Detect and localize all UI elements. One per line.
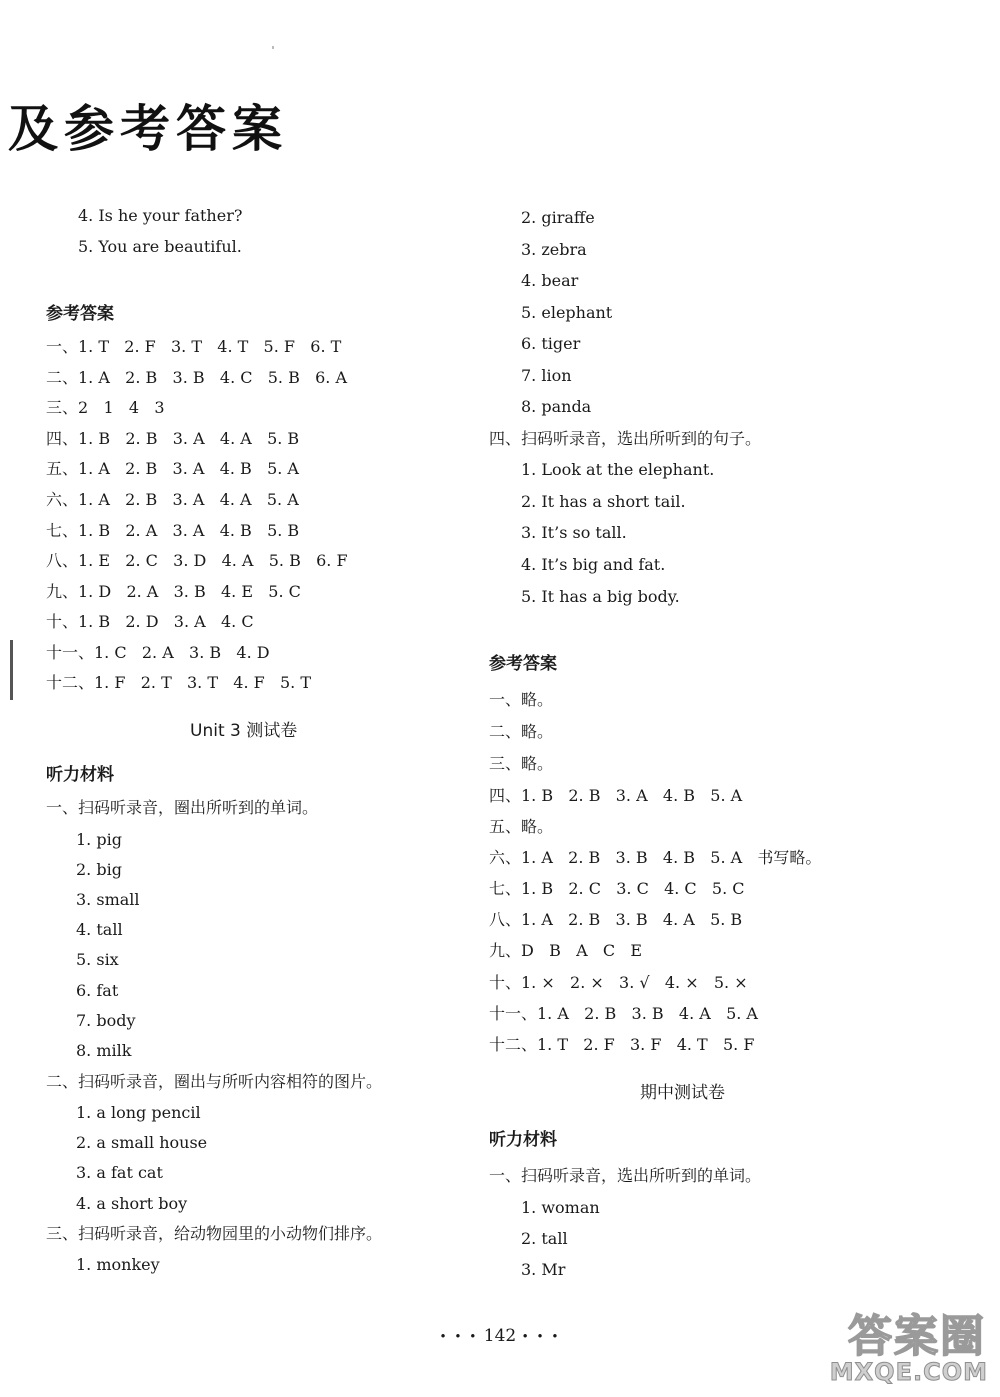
- text-line: 3. Mr: [521, 1260, 566, 1279]
- text-line: 十一、1. A 2. B 3. B 4. A 5. A: [489, 1004, 758, 1023]
- text-line: 1. pig: [76, 830, 122, 849]
- text-line: 二、略。: [489, 722, 554, 741]
- text-line: 4. Is he your father?: [78, 206, 243, 225]
- text-line: 十、1. × 2. × 3. √ 4. × 5. ×: [489, 973, 748, 992]
- text-line: 5. You are beautiful.: [78, 237, 242, 256]
- page-title: 及参考答案: [8, 100, 288, 158]
- binding-mark: [10, 640, 13, 700]
- text-line: 2. It has a short tail.: [521, 492, 686, 511]
- section-heading: 听力材料: [489, 1130, 557, 1150]
- text-line: 四、1. B 2. B 3. A 4. A 5. B: [46, 429, 300, 448]
- section-heading: 参考答案: [489, 654, 557, 674]
- text-line: 3. It’s so tall.: [521, 523, 627, 542]
- text-line: 4. tall: [76, 920, 123, 939]
- text-line: 6. tiger: [521, 334, 581, 353]
- text-line: 四、1. B 2. B 3. A 4. B 5. A: [489, 786, 743, 805]
- text-line: 2. tall: [521, 1229, 568, 1248]
- text-line: 8. milk: [76, 1041, 132, 1060]
- test-title: 期中测试卷: [640, 1083, 725, 1103]
- section-heading: 听力材料: [46, 765, 114, 785]
- dots-left-icon: • • •: [439, 1329, 479, 1344]
- text-line: 五、1. A 2. B 3. A 4. B 5. A: [46, 459, 299, 478]
- text-line: 八、1. E 2. C 3. D 4. A 5. B 6. F: [46, 551, 348, 570]
- text-line: 三、略。: [489, 754, 554, 773]
- text-line: 九、1. D 2. A 3. B 4. E 5. C: [46, 582, 301, 601]
- text-line: 4. a short boy: [76, 1194, 188, 1213]
- text-line: 九、D B A C E: [489, 941, 643, 960]
- text-line: 1. woman: [521, 1198, 600, 1217]
- text-line: 二、扫码听录音，圈出与所听内容相符的图片。: [46, 1072, 383, 1091]
- text-line: 1. monkey: [76, 1255, 160, 1274]
- text-line: 2. a small house: [76, 1133, 208, 1152]
- text-line: 十二、1. F 2. T 3. T 4. F 5. T: [46, 673, 312, 692]
- watermark-line1: 答案圈: [848, 1311, 986, 1362]
- text-line: 七、1. B 2. A 3. A 4. B 5. B: [46, 521, 300, 540]
- text-line: 4. It’s big and fat.: [521, 555, 666, 574]
- text-line: 3. small: [76, 890, 140, 909]
- text-line: 3. zebra: [521, 240, 587, 259]
- text-line: 六、1. A 2. B 3. B 4. B 5. A 书写略。: [489, 848, 822, 867]
- watermark-logo: [802, 1296, 992, 1392]
- text-line: 六、1. A 2. B 3. A 4. A 5. A: [46, 490, 299, 509]
- text-line: 八、1. A 2. B 3. B 4. A 5. B: [489, 910, 743, 929]
- page-number-text: 142: [483, 1326, 517, 1346]
- scan-artifact: [272, 46, 274, 49]
- text-line: 三、扫码听录音，给动物园里的小动物们排序。: [46, 1224, 383, 1243]
- text-line: 二、1. A 2. B 3. B 4. C 5. B 6. A: [46, 368, 348, 387]
- text-line: 4. bear: [521, 271, 579, 290]
- text-line: 8. panda: [521, 397, 592, 416]
- text-line: 2. big: [76, 860, 122, 879]
- text-line: 3. a fat cat: [76, 1163, 163, 1182]
- text-line: 十一、1. C 2. A 3. B 4. D: [46, 643, 270, 662]
- text-line: 一、扫码听录音，选出所听到的单词。: [489, 1166, 762, 1185]
- text-line: 5. It has a big body.: [521, 587, 680, 606]
- text-line: 5. elephant: [521, 303, 613, 322]
- text-line: 五、略。: [489, 817, 554, 836]
- test-title: Unit 3 测试卷: [190, 721, 298, 741]
- text-line: 7. lion: [521, 366, 572, 385]
- text-line: 三、2 1 4 3: [46, 398, 165, 417]
- text-line: 5. six: [76, 950, 119, 969]
- text-line: 四、扫码听录音，选出所听到的句子。: [489, 429, 762, 448]
- dots-right-icon: • • •: [521, 1329, 561, 1344]
- text-line: 一、扫码听录音，圈出所听到的单词。: [46, 798, 319, 817]
- text-line: 2. giraffe: [521, 208, 595, 227]
- text-line: 一、略。: [489, 690, 554, 709]
- text-line: 十二、1. T 2. F 3. F 4. T 5. F: [489, 1035, 755, 1054]
- text-line: 十、1. B 2. D 3. A 4. C: [46, 612, 254, 631]
- text-line: 6. fat: [76, 981, 119, 1000]
- section-heading: 参考答案: [46, 304, 114, 324]
- text-line: 一、1. T 2. F 3. T 4. T 5. F 6. T: [46, 337, 342, 356]
- text-line: 1. Look at the elephant.: [521, 460, 715, 479]
- watermark-line2: MXQE.COM: [829, 1358, 988, 1386]
- text-line: 1. a long pencil: [76, 1103, 201, 1122]
- text-line: 7. body: [76, 1011, 136, 1030]
- text-line: 七、1. B 2. C 3. C 4. C 5. C: [489, 879, 745, 898]
